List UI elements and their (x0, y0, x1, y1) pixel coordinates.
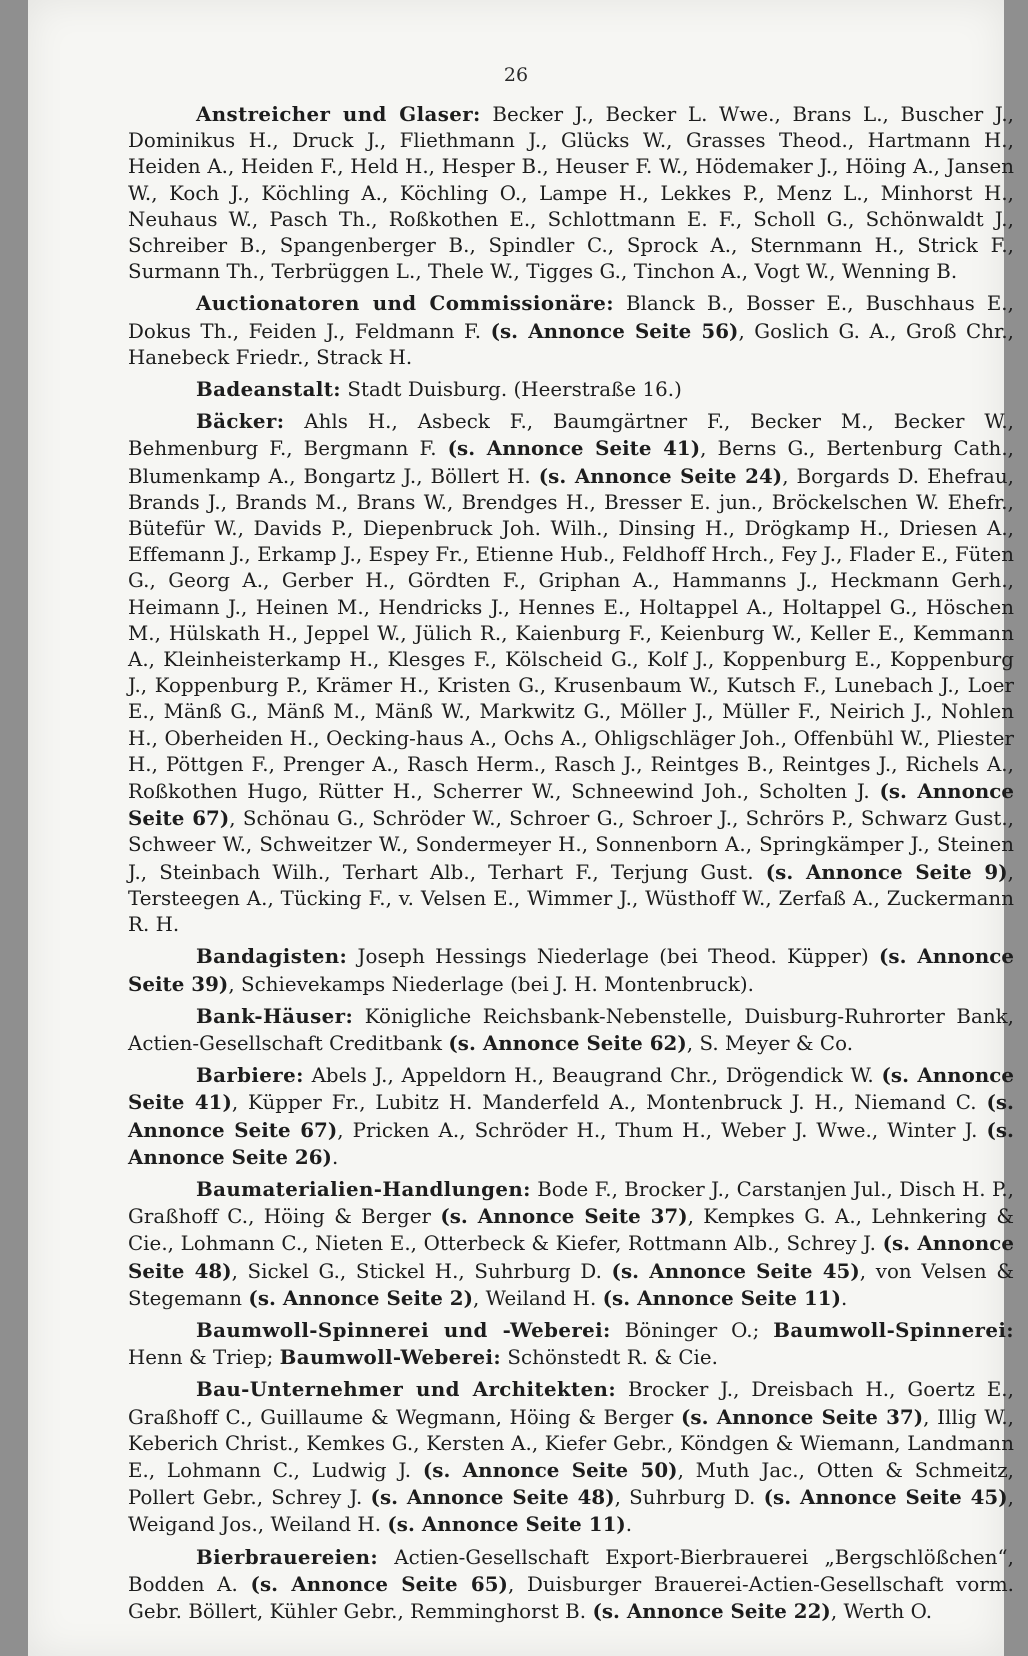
annonce-reference: (s. Annonce Seite 41) (128, 1063, 1015, 1115)
annonce-reference: (s. Annonce Seite 62) (448, 1030, 687, 1055)
category-heading: Baumwoll-Spinnerei und -Weberei: (196, 1317, 611, 1342)
annonce-reference: (s. Annonce Seite 48) (128, 1231, 1014, 1283)
entry-text: , Schievekamps Niederlage (bei J. H. Montenbruck). (228, 972, 755, 996)
subcategory-heading: Baumwoll-Spinnerei: (773, 1317, 1014, 1342)
entry-text: Böninger O.; (624, 1318, 774, 1342)
entry-text: . (841, 1286, 848, 1310)
entry-text: Brocker J., Dreisbach H., Goertz E., Graßhoff C., Guillaume & Wegmann, Höing & Berger (128, 1378, 1014, 1429)
category-heading: Barbiere: (196, 1063, 304, 1088)
annonce-reference: (s. Annonce Seite 39) (128, 944, 1015, 996)
annonce-reference: (s. Annonce Seite 50) (422, 1457, 678, 1482)
category-heading: Badeanstalt: (196, 377, 341, 402)
entry-text: Abels J., Appeldorn H., Beaugrand Chr., Drögendick W. (311, 1064, 882, 1088)
entry-text: , Kempkes G. A., Lehnkering & Cie., Lohmann C., Nieten E., Otterbeck & Kiefer, Rottmann Alb., Schrey J. (128, 1205, 1014, 1256)
entry-text: Blanck B., Bosser E., Buschhaus E., Dokus Th., Feiden J., Feldmann F. (128, 292, 1014, 343)
subcategory-heading: Baumwoll-Weberei: (279, 1345, 502, 1370)
entry-text: , Tersteegen A., Tücking F., v. Velsen E., Wimmer J., Wüsthoff W., Zerfaß A., Zuckermann R. H. (128, 860, 1014, 937)
category-heading: Bäcker: (196, 409, 285, 434)
annonce-reference: (s. Annonce Seite 37) (440, 1204, 688, 1229)
book-page (28, 0, 1015, 1656)
entry-text: Königliche Reichsbank-Nebenstelle, Duisburg-Ruhrorter Bank, Actien-Gesellschaft Creditbank (128, 1004, 1014, 1055)
entry-text: Joseph Hessings Niederlage (bei Theod. Küpper) (357, 945, 879, 969)
entry-text: Stadt Duisburg. (Heerstraße 16.) (347, 378, 682, 402)
annonce-reference: (s. Annonce Seite 65) (250, 1571, 508, 1596)
annonce-reference: (s. Annonce Seite 41) (447, 436, 701, 461)
entry-auctionatoren (128, 290, 1014, 371)
category-heading: Anstreicher und Glaser: (196, 102, 481, 126)
entry-text: , Weigand Jos., Weiland H. (128, 1486, 1015, 1537)
entry-text: , Sickel G., Stickel H., Suhrburg D. (231, 1259, 612, 1283)
annonce-reference: (s. Annonce Seite 22) (592, 1598, 831, 1623)
entry-text: Schönstedt R. & Cie. (501, 1346, 718, 1370)
entry-baumaterialien (128, 1176, 1014, 1312)
entry-text: , S. Meyer & Co. (686, 1031, 854, 1055)
entry-barbiere (128, 1062, 1014, 1171)
annonce-reference: (s. Annonce Seite 11) (602, 1285, 842, 1310)
entry-text: , Goslich G. A., Groß Chr., Hanebeck Friedr., Strack H. (128, 319, 1014, 369)
entry-bandagisten (128, 943, 1014, 997)
annonce-reference: (s. Annonce Seite 26) (128, 1117, 1014, 1169)
annonce-reference: (s. Annonce Seite 37) (680, 1404, 924, 1429)
annonce-reference: (s. Annonce Seite 45) (763, 1485, 1008, 1510)
entry-text: , Küpper Fr., Lubitz H. Manderfeld A., Montenbruck J. H., Niemand C. (231, 1091, 987, 1115)
entry-text: . (331, 1145, 339, 1169)
annonce-reference: (s. Annonce Seite 48) (370, 1485, 615, 1510)
annonce-reference: (s. Annonce Seite 11) (387, 1512, 626, 1537)
entry-baumwoll (128, 1317, 1014, 1371)
annonce-reference: (s. Annonce Seite 24) (538, 463, 783, 488)
annonce-reference: (s. Annonce Seite 56) (490, 318, 739, 343)
entry-bierbrauereien (128, 1544, 1014, 1626)
annonce-reference: (s. Annonce Seite 67) (128, 1090, 1014, 1142)
category-heading: Bank-Häuser: (196, 1003, 354, 1028)
entry-text: , Berns G., Bertenburg Cath., Blumenkamp A., Bongartz J., Böllert H. (128, 437, 1014, 488)
entry-text: Henn & Triep; (128, 1346, 280, 1370)
entry-text: , Borgards D. Ehefrau, Brands J., Brands M., Brans W., Brendges H., Bresser E. jun., Bröckelschen W. Ehefr., Bütefür W., Davids P., Diepenbruck Joh. Wilh., Dinsing H., Drögkamp H., Driesen A., Effemann J., Erkamp J., Espey Fr., Etienne Hub., Feldhoff Hrch., Fey J., Flader E., Füten G., Georg A., Gerber H., Gördten F., Griphan A., Hammanns J., Heckmann Gerh., Heimann J., Heinen M., Hendricks J., Hennes E., Holtappel A., Holtappel G., Höschen M., Hülskath H., Jeppel W., Jülich R., Kaienburg F., Keienburg W., Keller E., Kemmann A., Kleinheisterkamp H., Klesges F., Kölscheid G., Kolf J., Koppenburg E., Koppenburg J., Koppenburg P., Krämer H., Kristen G., Krusenbaum W., Kutsch F., Lunebach J., Loer E., Mänß G., Mänß M., Mänß W., Markwitz G., Möller J., Müller F., Neirich J., Nohlen H., Oberheiden H., Oecking-haus A., Ochs A., Ohligschläger Joh., Offenbühl W., Pliester H., Pöttgen F., Prenger A., Rasch Herm., Rasch J., Reintges B., Reintges J., Richels A., Roßkothen Hugo, Rütter H., Scherrer W., Schneewind Joh., Scholten J. (128, 464, 1015, 804)
entry-text: Becker J., Becker L. Wwe., Brans L., Buscher J., Dominikus H., Druck J., Fliethmann J., Glücks W., Grasses Theod., Hartmann H., Heiden A., Heiden F., Held H., Hesper B., Heuser F. W., Hödemaker J., Höing A., Jansen W., Koch J., Köchling A., Köchling O., Lampe H., Lekkes P., Menz L., Minhorst H., Neuhaus W., Pasch Th., Roßkothen E., Schlottmann E. F., Scholl G., Schönwaldt J., Schreiber B., Spangenberger B., Spindler C., Sprock A., Sternmann H., Strick F., Surmann Th., Terbrüggen L., Thele W., Tigges G., Tinchon A., Vogt W., Wenning B. (128, 103, 1014, 284)
entry-text: , Suhrburg D. (614, 1486, 764, 1510)
entry-text: , Weiland H. (473, 1286, 603, 1310)
entry-bank-haeuser (128, 1003, 1014, 1057)
entry-text: Ahls H., Asbeck F., Baumgärtner F., Becker M., Becker W., Behmenburg F., Bergmann F. (128, 410, 1014, 461)
category-heading: Bandagisten: (196, 944, 348, 969)
entry-text: , Schönau G., Schröder W., Schroer G., Schroer J., Schrörs P., Schwarz Gust., Schweer W., Schweitzer W., Sondermeyer H., Sonnenborn A., Springkämper J., Steinen J., Steinbach Wilh., Terhart Alb., Terhart F., Terjung Gust. (128, 807, 1014, 884)
entry-text: . (625, 1513, 633, 1537)
page-number: 26 (503, 64, 529, 86)
entry-text: , Muth Jac., Otten & Schmeitz, Pollert Gebr., Schrey J. (128, 1458, 1015, 1510)
entry-text: , von Velsen & Stegemann (128, 1259, 1014, 1310)
entry-text: Bode F., Brocker J., Carstanjen Jul., Disch H. P., Graßhoff C., Höing & Berger (128, 1177, 1014, 1229)
entry-text: , Werth O. (830, 1599, 933, 1623)
directory-listing (128, 101, 1014, 1630)
entry-bau-unternehmer (128, 1376, 1014, 1538)
annonce-reference: (s. Annonce Seite 67) (128, 779, 1014, 831)
entry-text: , Pricken A., Schröder H., Thum H., Weber J. Wwe., Winter J. (337, 1118, 987, 1142)
category-heading: Baumaterialien-Handlungen: (196, 1176, 531, 1201)
annonce-reference: (s. Annonce Seite 9) (765, 859, 1008, 884)
entry-baecker (128, 408, 1014, 938)
annonce-reference: (s. Annonce Seite 45) (611, 1258, 860, 1283)
entry-text: Actien-Gesellschaft Export-Bierbrauerei „Bergschlößchen“, Bodden A. (128, 1545, 1014, 1596)
entry-text: , Illig W., Keberich Christ., Kemkes G., Kersten A., Kiefer Gebr., Köndgen & Wiemann, Landmann E., Lohmann C., Ludwig J. (128, 1405, 1015, 1482)
entry-text: , Duisburger Brauerei-Actien-Gesellschaft vorm. Gebr. Böllert, Kühler Gebr., Remminghorst B. (128, 1572, 1015, 1623)
category-heading: Bierbrauereien: (196, 1544, 379, 1569)
category-heading: Auctionatoren und Commissionäre: (196, 291, 614, 316)
category-heading: Bau-Unternehmer und Architekten: (196, 1377, 617, 1402)
annonce-reference: (s. Annonce Seite 2) (248, 1285, 473, 1310)
entry-badeanstalt (128, 376, 1014, 403)
entry-anstreicher (128, 101, 1014, 285)
